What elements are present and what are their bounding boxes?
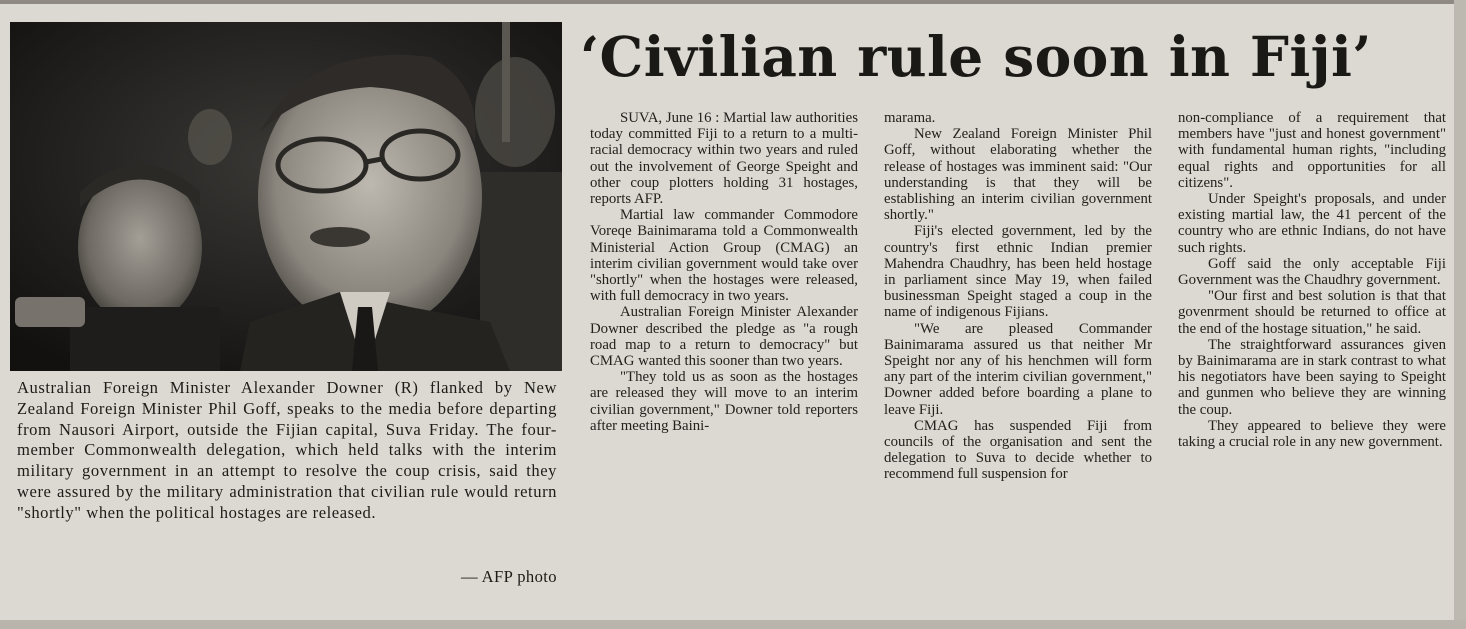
paragraph: CMAG has suspended Fiji from councils of the organisation and sent the delegation to Suva to decide whether to recommend full suspension for <box>884 417 1152 483</box>
photo-illustration <box>10 22 562 371</box>
top-rule <box>0 0 1466 4</box>
paragraph: Goff said the only acceptable Fiji Government was the Chaudhry government. <box>1178 255 1446 289</box>
paragraph: Under Speight's proposals, and under existing martial law, the 41 percent of the country who are ethnic Indians, do not have such rights. <box>1178 191 1446 256</box>
paragraph: "We are pleased Commander Bainimarama assured us that neither Mr Speight nor any of his henchmen will form any part of the interim civilian government," Downer added before boarding a plane to leave Fiji. <box>884 320 1152 418</box>
headline: ‘Civilian rule soon in Fiji’ <box>580 24 1372 89</box>
paragraph: The straightforward assurances given by Bainimarama are in stark contrast to what his negotiators have been saying to Speight and gunmen who believe they are winning the coup. <box>1178 336 1446 418</box>
article-column-1 <box>590 110 858 588</box>
article-column-2 <box>884 110 1152 588</box>
paragraph: Fiji's elected government, led by the country's first ethnic Indian premier Mahendra Chaudhry, has been held hostage in parliament since May 19, when failed businessman Speight staged a coup in the name of indigenous Fijians. <box>884 223 1152 321</box>
paragraph: Australian Foreign Minister Alexander Downer described the pledge as "a rough road map to a return to democracy" but CMAG wanted this sooner than two years. <box>590 304 858 370</box>
paragraph: They appeared to believe they were taking a crucial role in any new government. <box>1178 417 1446 451</box>
news-photo <box>10 22 562 371</box>
photo-credit: — AFP photo <box>461 567 557 586</box>
paragraph: SUVA, June 16 : Martial law authorities today committed Fiji to a return to a multi-racial democracy within two years and ruled out the involvement of George Speight and other coup plotters holding 31 hostages, reports AFP. <box>590 110 858 208</box>
paragraph: New Zealand Foreign Minister Phil Goff, without elaborating whether the release of hostages was imminent said: "Our understanding is that they will be establishing an interim civilian government shortly." <box>884 126 1152 224</box>
caption-text: Australian Foreign Minister Alexander Downer (R) flanked by New Zealand Foreign Minister Phil Goff, speaks to the media before departing from Nausori Airport, outside the Fijian capital, Suva Friday. The four-member Commonwealth delegation, which held talks with the interim military government in an attempt to resolve the coup crisis, said they were assured by the military administration that civilian rule would return "shortly" when the political hostages are released. <box>17 378 557 522</box>
paragraph: Martial law commander Commodore Voreqe Bainimarama told a Commonwealth Ministerial Action Group (CMAG) an interim civilian government would take over "shortly" when the hostages were released, with full democracy in two years. <box>590 207 858 305</box>
paragraph: "Our first and best solution is that that govenrment should be returned to office at the end of the hostage situation," he said. <box>1178 288 1446 337</box>
paragraph: non-compliance of a requirement that members have "just and honest government" with fundamental human rights, "including equal rights and opportunities for all citizens". <box>1178 110 1446 191</box>
article-column-3 <box>1178 110 1446 588</box>
paragraph: marama. <box>884 110 936 126</box>
photo-caption <box>17 378 557 524</box>
paragraph: "They told us as soon as the hostages are released they will move to an interim civilian government," Downer told reporters after meeting Baini- <box>590 369 858 434</box>
bottom-rule <box>0 620 1466 629</box>
